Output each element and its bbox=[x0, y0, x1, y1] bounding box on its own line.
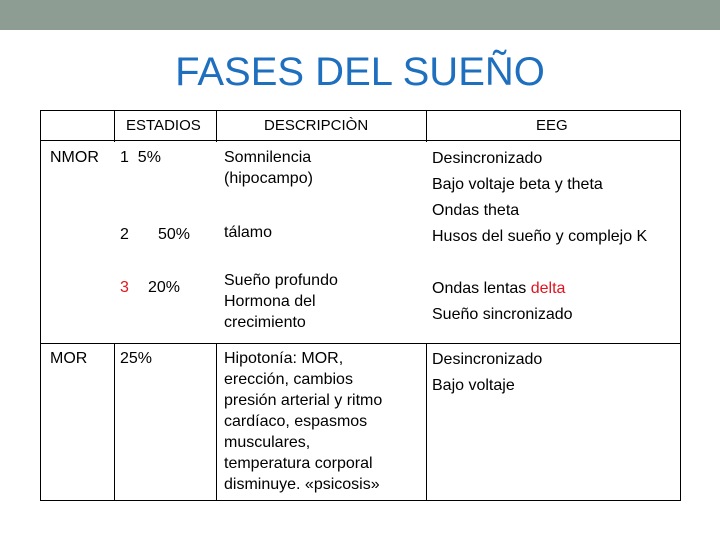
eeg-delta-highlight: delta bbox=[530, 280, 566, 297]
column-divider-eeg bbox=[426, 110, 427, 142]
stage3-estadio-percent: 20% bbox=[148, 279, 181, 296]
table-border-header bbox=[40, 140, 680, 141]
table-border-left bbox=[40, 110, 41, 501]
stage2-estadio-percent: 50% bbox=[158, 226, 191, 243]
mor-estadio: 25% bbox=[120, 350, 153, 367]
table-border-right bbox=[680, 110, 681, 501]
eeg-sueno-sincronizado: Sueño sincronizado bbox=[432, 306, 573, 323]
stage2-estadio-number: 2 bbox=[120, 226, 129, 243]
eeg-ondas-lentas-text: Ondas lentas bbox=[432, 280, 531, 297]
column-divider-stage-lower bbox=[114, 343, 115, 501]
table-border-top bbox=[40, 110, 680, 111]
nmor-eeg-top: Desincronizado Bajo voltaje beta y theta Ondas theta Husos del sueño y complejo K bbox=[432, 150, 648, 245]
column-divider-stage bbox=[114, 110, 115, 142]
column-divider-eeg-lower bbox=[426, 343, 427, 501]
header-eeg: EEG bbox=[536, 117, 568, 134]
stage1-descripcion: Somnilencia (hipocampo) bbox=[224, 149, 313, 187]
top-bar bbox=[0, 0, 720, 30]
row-label-nmor: NMOR bbox=[50, 149, 99, 166]
row-label-mor: MOR bbox=[50, 350, 88, 367]
column-divider-description bbox=[216, 110, 217, 142]
column-divider-description-lower bbox=[216, 343, 217, 501]
header-estadios: ESTADIOS bbox=[126, 117, 201, 134]
page-title: FASES DEL SUEÑO bbox=[175, 50, 545, 94]
stage2-descripcion: tálamo bbox=[224, 224, 273, 241]
mor-eeg: Desincronizado Bajo voltaje bbox=[432, 351, 543, 394]
table-border-mor-divider bbox=[40, 343, 680, 344]
stage1-estadio: 1 5% bbox=[120, 149, 161, 166]
stage3-descripcion: Sueño profundo Hormona del crecimiento bbox=[224, 272, 338, 331]
table-border-bottom bbox=[40, 500, 680, 501]
header-descripcion: DESCRIPCIÒN bbox=[264, 117, 369, 134]
mor-descripcion: Hipotonía: MOR, erección, cambios presión arterial y ritmo cardíaco, espasmos musculares, temperatura corporal disminuye. «psicosis» bbox=[224, 350, 383, 493]
nmor-eeg-mid bbox=[432, 276, 573, 328]
stage3-estadio-number: 3 bbox=[120, 279, 129, 296]
